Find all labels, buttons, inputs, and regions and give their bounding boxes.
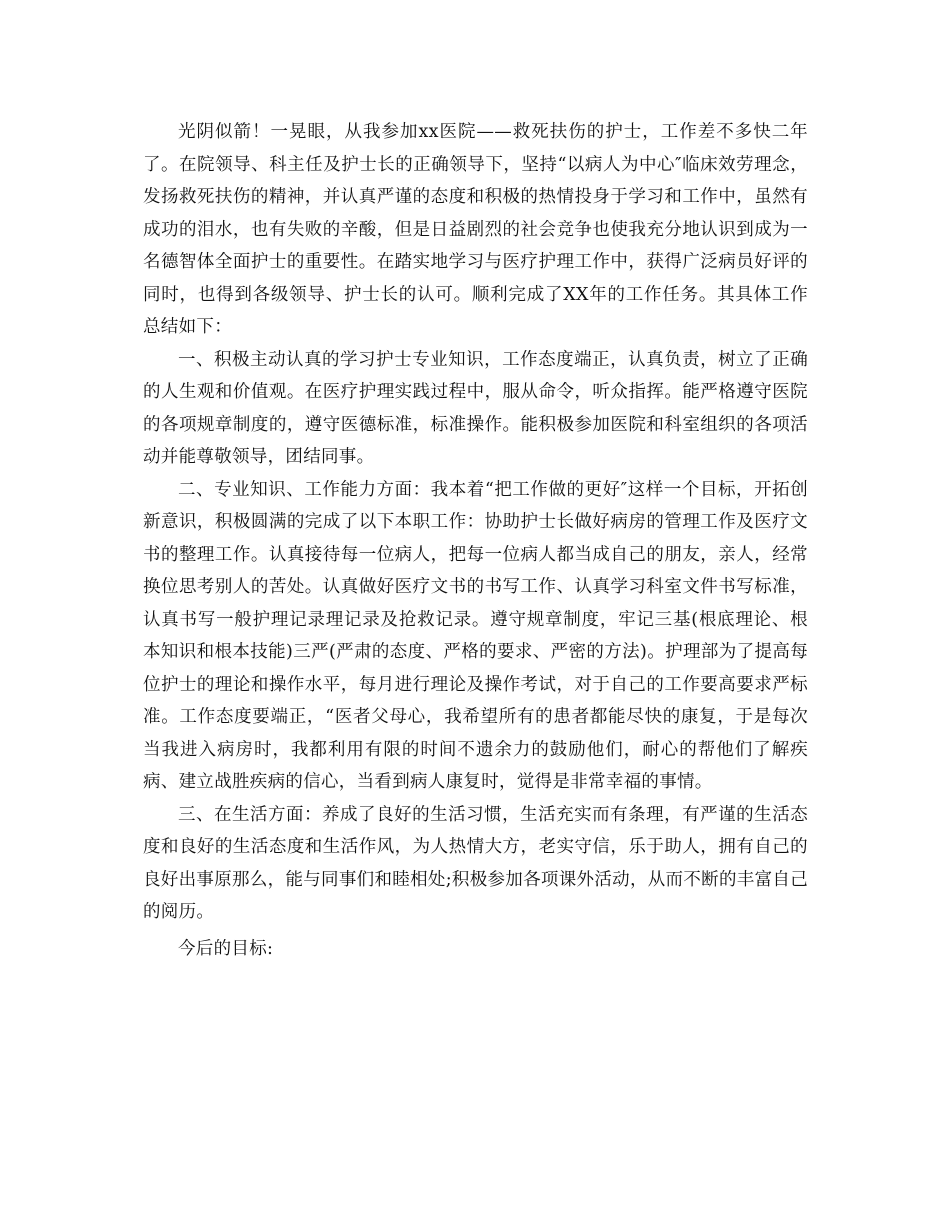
- document-body: [143, 116, 808, 965]
- paragraph-section-one: 一、积极主动认真的学习护士专业知识，工作态度端正，认真负责，树立了正确的人生观和价值观。在医疗护理实践过程中，服从命令，听众指挥。能严格遵守医院的各项规章制度的，遵守医德标准，标准操作。能积极参加医院和科室组织的各项活动并能尊敬领导，团结同事。: [143, 349, 808, 467]
- paragraph-intro: 光阴似箭！一晃眼，从我参加xx医院——救死扶伤的护士，工作差不多快二年了。在院领导、科主任及护士长的正确领导下，坚持“以病人为中心″临床效劳理念，发扬救死扶伤的精神，并认真严谨的态度和积极的热情投身于学习和工作中，虽然有成功的泪水，也有失败的辛酸，但是日益剧烈的社会竞争也使我充分地认识到成为一名德智体全面护士的重要性。在踏实地学习与医疗护理工作中，获得广泛病员好评的同时，也得到各级领导、护士长的认可。顺利完成了XX年的工作任务。其具体工作总结如下：: [143, 122, 808, 337]
- paragraph-future-goals-heading: 今后的目标:: [178, 938, 274, 959]
- paragraph-section-two: 二、专业知识、工作能力方面：我本着“把工作做的更好″这样一个目标，开拓创新意识，积极圆满的完成了以下本职工作：协助护士长做好病房的管理工作及医疗文书的整理工作。认真接待每一位病人，把每一位病人都当成自己的朋友，亲人，经常换位思考别人的苦处。认真做好医疗文书的书写工作、认真学习科室文件书写标准，认真书写一般护理记录理记录及抢救记录。遵守规章制度，牢记三基(根底理论、根本知识和根本技能)三严(严肃的态度、严格的要求、严密的方法)。护理部为了提高每位护士的理论和操作水平，每月进行理论及操作考试，对于自己的工作要高要求严标准。工作态度要端正，“医者父母心，我希望所有的患者都能尽快的康复，于是每次当我进入病房时，我都利用有限的时间不遗余力的鼓励他们，耐心的帮他们了解疾病、建立战胜疾病的信心，当看到病人康复时，觉得是非常幸福的事情。: [143, 479, 808, 792]
- paragraph-section-three: 三、在生活方面：养成了良好的生活习惯，生活充实而有条理，有严谨的生活态度和良好的生活态度和生活作风，为人热情大方，老实守信，乐于助人，拥有自己的良好出事原那么，能与同事们和睦相处;积极参加各项课外活动，从而不断的丰富自己的阅历。: [143, 804, 808, 922]
